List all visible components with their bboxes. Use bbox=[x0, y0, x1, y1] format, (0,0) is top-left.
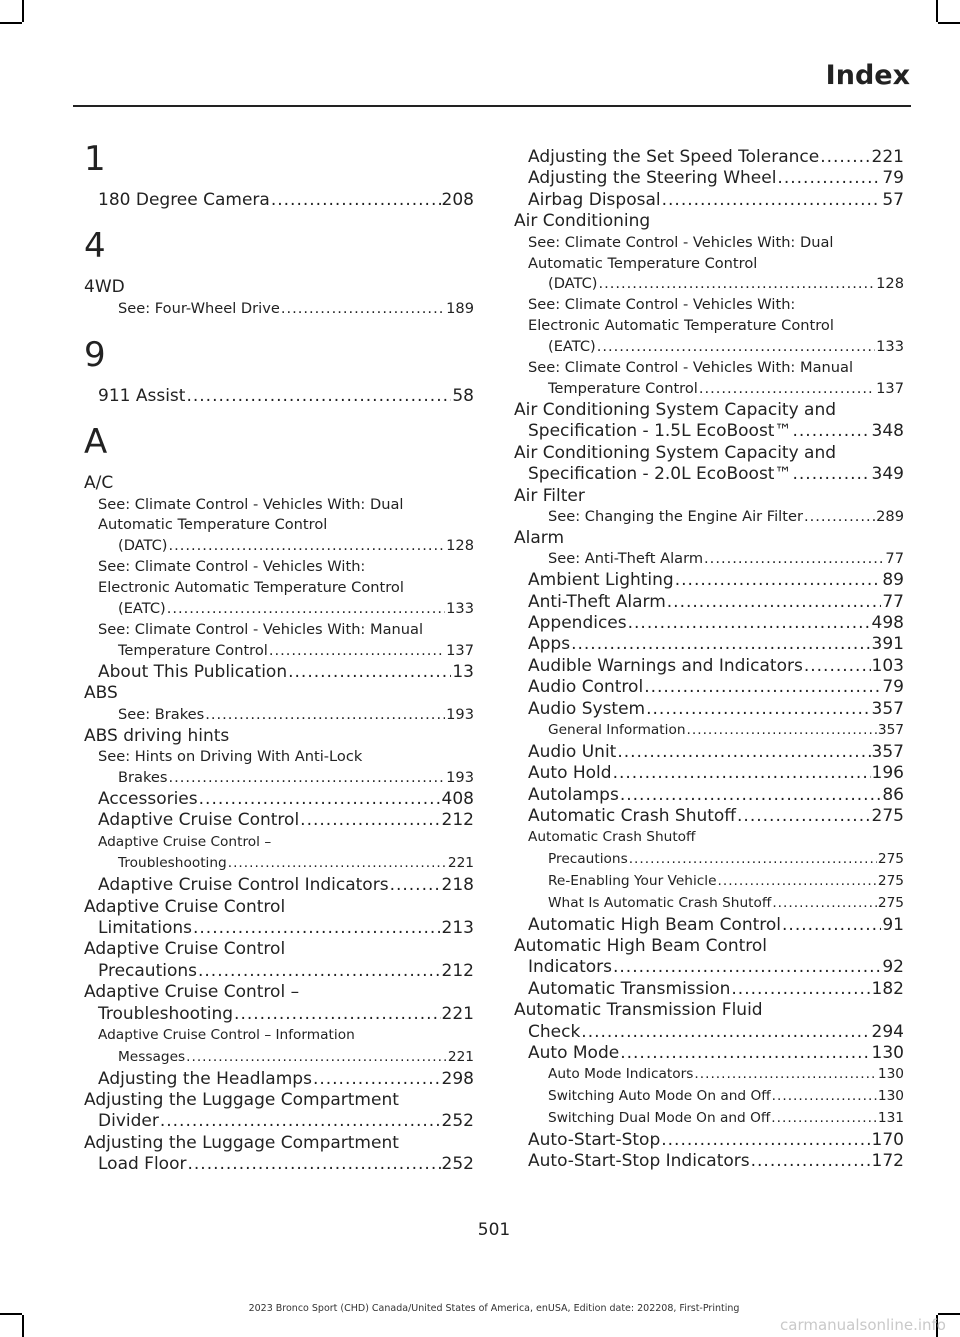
dot-leader bbox=[731, 979, 870, 1000]
page-ref: 348 bbox=[871, 421, 904, 442]
entry-text: Re-Enabling Your Vehicle bbox=[548, 872, 717, 889]
entry-text: Automatic Temperature Control bbox=[528, 254, 758, 272]
dot-leader bbox=[597, 337, 875, 358]
entry-text: Automatic Temperature Control bbox=[98, 516, 328, 534]
page-ref: 133 bbox=[446, 600, 474, 618]
dot-leader bbox=[644, 677, 881, 698]
index-entry bbox=[514, 656, 904, 677]
index-letter-heading: 4 bbox=[84, 226, 106, 267]
index-entry bbox=[84, 386, 474, 407]
entry-text: General Information bbox=[548, 721, 686, 738]
page-ref: 221 bbox=[447, 855, 474, 872]
entry-text: Temperature Control bbox=[118, 641, 268, 659]
entry-text: Automatic High Beam Control bbox=[514, 935, 768, 956]
entry-text: See: Climate Control - Vehicles With: Manual bbox=[98, 620, 424, 638]
entry-text: Adjusting the Set Speed Tolerance bbox=[528, 147, 820, 167]
entry-text: ABS bbox=[84, 683, 118, 704]
page-ref: 89 bbox=[882, 570, 904, 591]
page-ref: 391 bbox=[871, 634, 904, 655]
dot-leader bbox=[675, 570, 882, 591]
entry-text: What Is Automatic Crash Shutoff bbox=[548, 894, 772, 911]
index-entry bbox=[514, 443, 904, 486]
dot-leader bbox=[782, 915, 881, 936]
entry-text: 180 Degree Camera bbox=[98, 190, 270, 210]
dot-leader bbox=[186, 386, 451, 407]
dot-leader bbox=[687, 720, 877, 742]
header-rule bbox=[73, 105, 911, 107]
section-gap bbox=[84, 320, 474, 334]
index-column-right bbox=[514, 147, 904, 1173]
dot-leader bbox=[771, 1108, 877, 1130]
entry-text: See: Brakes bbox=[118, 705, 205, 723]
index-entry bbox=[514, 168, 904, 189]
index-subentry bbox=[84, 620, 474, 662]
entry-text: Automatic High Beam Control bbox=[528, 914, 782, 935]
entry-text: A/C bbox=[84, 473, 114, 494]
index-entry bbox=[514, 915, 904, 936]
entry-text: Electronic Automatic Temperature Control bbox=[528, 317, 834, 335]
entry-text: Anti-Theft Alarm bbox=[528, 591, 666, 612]
page-ref: 349 bbox=[871, 464, 904, 485]
page-ref: 208 bbox=[441, 190, 474, 210]
index-entry bbox=[514, 147, 904, 168]
entry-text: Specification - 1.5L EcoBoost™ bbox=[528, 421, 792, 442]
page-ref: 357 bbox=[871, 698, 904, 719]
dot-leader bbox=[617, 742, 870, 763]
entry-text: Appendices bbox=[528, 612, 627, 633]
crop-mark bbox=[22, 0, 24, 22]
entry-text: Check bbox=[528, 1021, 581, 1042]
entry-text: 4WD bbox=[84, 277, 125, 298]
dot-leader bbox=[628, 613, 871, 634]
index-subentry bbox=[514, 1086, 904, 1108]
dot-leader bbox=[792, 464, 870, 485]
page-ref: 131 bbox=[877, 1110, 904, 1127]
index-entry bbox=[514, 190, 904, 211]
page-ref: 196 bbox=[871, 763, 904, 784]
entry-text: Adjusting the Steering Wheel bbox=[528, 168, 777, 189]
dot-leader bbox=[228, 853, 447, 875]
dot-leader bbox=[751, 1151, 871, 1172]
page-ref: 13 bbox=[452, 661, 474, 682]
entry-text: Temperature Control bbox=[548, 379, 698, 397]
crop-mark bbox=[0, 22, 22, 24]
entry-text: Air Filter bbox=[514, 485, 585, 506]
dot-leader bbox=[205, 705, 445, 726]
dot-leader bbox=[313, 1069, 441, 1090]
index-entry bbox=[514, 936, 904, 979]
entry-text: Adaptive Cruise Control bbox=[98, 810, 300, 831]
entry-text: See: Anti-Theft Alarm bbox=[548, 550, 704, 568]
page-number: 501 bbox=[477, 1220, 511, 1240]
entry-text: Adjusting the Headlamps bbox=[98, 1068, 312, 1089]
index-subentry bbox=[84, 1025, 474, 1069]
entry-text: Messages bbox=[118, 1048, 186, 1065]
page-ref: 212 bbox=[441, 810, 474, 831]
dot-leader bbox=[581, 1022, 870, 1043]
page-ref: 498 bbox=[871, 612, 904, 633]
entry-text: Limitations bbox=[98, 917, 192, 938]
page-ref: 92 bbox=[882, 957, 904, 978]
page-ref: 189 bbox=[446, 299, 474, 317]
index-entry bbox=[84, 939, 474, 982]
entry-text: See: Hints on Driving With Anti-Lock bbox=[98, 747, 363, 765]
entry-text: See: Climate Control - Vehicles With: bbox=[528, 296, 796, 314]
index-entry bbox=[84, 190, 474, 211]
page-ref: 86 bbox=[882, 784, 904, 805]
entry-text: Electronic Automatic Temperature Control bbox=[98, 579, 404, 597]
page-ref: 252 bbox=[441, 1154, 474, 1175]
index-subentry bbox=[514, 233, 904, 296]
page-ref: 221 bbox=[447, 1048, 474, 1065]
index-entry bbox=[84, 789, 474, 810]
dot-leader bbox=[662, 190, 882, 211]
entry-text: Autolamps bbox=[528, 784, 619, 805]
index-column-left bbox=[84, 138, 474, 1176]
watermark: carmanualsonline.info bbox=[780, 1316, 946, 1334]
index-entry bbox=[514, 785, 904, 806]
dot-leader bbox=[160, 1111, 441, 1132]
index-subentry bbox=[84, 705, 474, 726]
page-ref: 57 bbox=[882, 189, 904, 210]
index-entry bbox=[514, 1130, 904, 1151]
dot-leader bbox=[187, 1154, 440, 1175]
dot-leader bbox=[792, 421, 870, 442]
index-subentry bbox=[514, 720, 904, 742]
entry-text: (DATC) bbox=[548, 275, 598, 293]
page-ref: 77 bbox=[882, 591, 904, 612]
entry-text: Air Conditioning System Capacity and bbox=[514, 442, 837, 463]
entry-text: Divider bbox=[98, 1111, 159, 1132]
entry-text: (EATC) bbox=[548, 338, 596, 356]
dot-leader bbox=[661, 1130, 870, 1151]
page-ref: 79 bbox=[882, 168, 904, 189]
page-ref: 137 bbox=[876, 379, 904, 397]
index-subentry bbox=[84, 747, 474, 789]
page-ref: 408 bbox=[441, 788, 474, 809]
index-entry bbox=[84, 473, 474, 494]
dot-leader bbox=[694, 1064, 876, 1086]
page-ref: 252 bbox=[441, 1111, 474, 1132]
dot-leader bbox=[234, 1004, 441, 1025]
entry-text: Troubleshooting bbox=[98, 1003, 234, 1024]
page-ref: 275 bbox=[871, 805, 904, 826]
index-subentry bbox=[514, 358, 904, 400]
page-ref: 91 bbox=[882, 914, 904, 935]
page-ref: 213 bbox=[441, 917, 474, 938]
index-subentry bbox=[514, 507, 904, 528]
entry-text: Adjusting the Luggage Compartment bbox=[84, 1089, 399, 1110]
entry-text: Adaptive Cruise Control Indicators bbox=[98, 875, 389, 896]
page-ref: 218 bbox=[441, 875, 474, 896]
entry-text: Ambient Lighting bbox=[528, 570, 674, 591]
entry-text: Adjusting the Luggage Compartment bbox=[84, 1132, 399, 1153]
page-ref: 193 bbox=[446, 768, 474, 786]
index-entry bbox=[84, 1090, 474, 1133]
dot-leader bbox=[772, 893, 877, 915]
index-subentry bbox=[514, 295, 904, 358]
index-subentry bbox=[84, 495, 474, 558]
page-ref: 221 bbox=[871, 147, 904, 167]
index-subentry bbox=[84, 557, 474, 620]
index-entry bbox=[84, 897, 474, 940]
index-entry bbox=[514, 486, 904, 507]
dot-leader bbox=[804, 507, 875, 528]
index-entry bbox=[514, 1000, 904, 1043]
entry-text: Adaptive Cruise Control – bbox=[84, 982, 300, 1003]
page-ref: 128 bbox=[876, 275, 904, 293]
page-ref: 133 bbox=[876, 338, 904, 356]
entry-text: See: Changing the Engine Air Filter bbox=[548, 507, 803, 525]
page-ref: 294 bbox=[871, 1021, 904, 1042]
index-entry bbox=[84, 726, 474, 747]
dot-leader bbox=[271, 190, 441, 211]
entry-text: ABS driving hints bbox=[84, 725, 230, 746]
entry-text: Brakes bbox=[118, 768, 168, 786]
entry-text: See: Four-Wheel Drive bbox=[118, 299, 280, 317]
dot-leader bbox=[300, 810, 440, 831]
entry-text: Indicators bbox=[528, 957, 612, 978]
entry-text: Automatic Crash Shutoff bbox=[528, 805, 737, 826]
entry-text: See: Climate Control - Vehicles With: Dual bbox=[528, 233, 834, 251]
index-entry bbox=[514, 742, 904, 763]
index-entry bbox=[84, 810, 474, 831]
index-entry bbox=[514, 211, 904, 232]
dot-leader bbox=[167, 599, 445, 620]
page-ref: 79 bbox=[882, 677, 904, 698]
index-entry bbox=[514, 806, 904, 827]
index-entry bbox=[514, 677, 904, 698]
index-entry bbox=[84, 1133, 474, 1176]
entry-text: 911 Assist bbox=[98, 385, 186, 406]
dot-leader bbox=[718, 871, 877, 893]
entry-text: Adaptive Cruise Control – bbox=[98, 833, 272, 850]
page-ref: 221 bbox=[441, 1003, 474, 1024]
entry-text: Auto-Start-Stop bbox=[528, 1129, 661, 1150]
page-ref: 275 bbox=[877, 851, 904, 868]
entry-text: Switching Dual Mode On and Off bbox=[548, 1110, 771, 1127]
page-ref: 172 bbox=[871, 1151, 904, 1172]
index-subentry bbox=[514, 893, 904, 915]
page-ref: 298 bbox=[441, 1068, 474, 1089]
dot-leader bbox=[193, 918, 441, 939]
page-ref: 182 bbox=[871, 978, 904, 999]
page-ref: 275 bbox=[877, 872, 904, 889]
dot-leader bbox=[620, 785, 882, 806]
index-entry bbox=[514, 699, 904, 720]
entry-text: Air Conditioning bbox=[514, 211, 651, 232]
entry-text: Auto Hold bbox=[528, 763, 612, 784]
dot-leader bbox=[288, 662, 451, 683]
dot-leader bbox=[390, 875, 441, 896]
index-entry bbox=[514, 1151, 904, 1172]
entry-text: Apps bbox=[528, 634, 571, 655]
entry-text: About This Publication bbox=[98, 661, 288, 682]
index-letter-heading: 1 bbox=[84, 139, 106, 179]
dot-leader bbox=[199, 789, 441, 810]
dot-leader bbox=[777, 168, 881, 189]
dot-leader bbox=[613, 763, 871, 784]
entry-text: Precautions bbox=[548, 851, 628, 868]
page-ref: 130 bbox=[877, 1088, 904, 1105]
page-ref: 357 bbox=[877, 721, 904, 738]
index-entry bbox=[84, 683, 474, 704]
dot-leader bbox=[598, 274, 875, 295]
dot-leader bbox=[613, 957, 881, 978]
index-subentry bbox=[84, 832, 474, 876]
entry-text: Automatic Transmission Fluid bbox=[514, 1000, 763, 1021]
page-ref: 130 bbox=[871, 1043, 904, 1064]
crop-mark bbox=[938, 22, 960, 24]
entry-text: See: Climate Control - Vehicles With: bbox=[98, 558, 366, 576]
index-entry bbox=[514, 634, 904, 655]
index-entry bbox=[514, 570, 904, 591]
page-ref: 212 bbox=[441, 960, 474, 981]
entry-text: Audio System bbox=[528, 698, 646, 719]
index-subentry bbox=[514, 827, 904, 871]
dot-leader bbox=[620, 1043, 870, 1064]
entry-text: Auto Mode bbox=[528, 1043, 620, 1064]
index-subentry bbox=[514, 1108, 904, 1130]
entry-text: Specification - 2.0L EcoBoost™ bbox=[528, 464, 792, 485]
entry-text: Air Conditioning System Capacity and bbox=[514, 399, 837, 420]
index-entry bbox=[514, 592, 904, 613]
index-entry bbox=[514, 528, 904, 549]
page-title: Index bbox=[825, 60, 910, 91]
dot-leader bbox=[804, 656, 871, 677]
dot-leader bbox=[571, 634, 870, 655]
dot-leader bbox=[168, 768, 445, 789]
index-subentry bbox=[514, 549, 904, 570]
entry-text: Accessories bbox=[98, 788, 198, 809]
dot-leader bbox=[168, 536, 445, 557]
entry-text: Troubleshooting bbox=[118, 855, 227, 872]
index-entry bbox=[84, 1069, 474, 1090]
index-subentry bbox=[84, 299, 474, 320]
entry-text: Audio Unit bbox=[528, 741, 617, 762]
index-letter-heading: 9 bbox=[84, 334, 106, 375]
edition-footer: 2023 Bronco Sport (CHD) Canada/United States of America, enUSA, Edition date: 202208, First-Printing bbox=[248, 1303, 740, 1314]
page-ref: 193 bbox=[446, 705, 474, 723]
page-ref: 289 bbox=[876, 507, 904, 525]
page-ref: 103 bbox=[871, 655, 904, 676]
page-ref: 77 bbox=[885, 550, 904, 568]
entry-text: (EATC) bbox=[118, 600, 166, 618]
crop-mark bbox=[936, 0, 938, 22]
entry-text: Auto Mode Indicators bbox=[548, 1066, 694, 1083]
entry-text: Load Floor bbox=[98, 1154, 187, 1175]
entry-text: See: Climate Control - Vehicles With: Dual bbox=[98, 495, 404, 513]
dot-leader bbox=[198, 961, 441, 982]
index-entry bbox=[84, 875, 474, 896]
entry-text: See: Climate Control - Vehicles With: Manual bbox=[528, 359, 854, 377]
index-letter-heading: A bbox=[84, 422, 108, 463]
dot-leader bbox=[667, 592, 882, 613]
entry-text: Alarm bbox=[514, 527, 565, 548]
index-entry bbox=[514, 1043, 904, 1064]
entry-text: Automatic Crash Shutoff bbox=[528, 829, 696, 846]
index-entry bbox=[84, 982, 474, 1025]
index-subentry bbox=[514, 871, 904, 893]
dot-leader bbox=[186, 1047, 447, 1069]
dot-leader bbox=[772, 1086, 877, 1108]
index-entry bbox=[514, 979, 904, 1000]
index-entry bbox=[514, 763, 904, 784]
entry-text: Auto-Start-Stop Indicators bbox=[528, 1151, 750, 1172]
entry-text: Automatic Transmission bbox=[528, 978, 731, 999]
entry-text: Audible Warnings and Indicators bbox=[528, 655, 803, 676]
entry-text: Audio Control bbox=[528, 677, 644, 698]
index-entry bbox=[514, 400, 904, 443]
index-entry bbox=[84, 662, 474, 683]
dot-leader bbox=[699, 379, 875, 400]
section-gap bbox=[84, 211, 474, 225]
page-ref: 357 bbox=[871, 741, 904, 762]
dot-leader bbox=[269, 641, 445, 662]
page-ref: 170 bbox=[871, 1129, 904, 1150]
entry-text: Adaptive Cruise Control bbox=[84, 896, 286, 917]
entry-text: Switching Auto Mode On and Off bbox=[548, 1088, 771, 1105]
page-ref: 275 bbox=[877, 894, 904, 911]
index-subentry bbox=[514, 1064, 904, 1086]
index-entry bbox=[514, 613, 904, 634]
entry-text: Precautions bbox=[98, 960, 197, 981]
entry-text: Adaptive Cruise Control – Information bbox=[98, 1026, 355, 1043]
dot-leader bbox=[281, 299, 445, 320]
crop-mark bbox=[22, 1315, 24, 1337]
entry-text: Adaptive Cruise Control bbox=[84, 939, 286, 960]
dot-leader bbox=[737, 806, 871, 827]
entry-text: (DATC) bbox=[118, 537, 168, 555]
page-ref: 130 bbox=[877, 1066, 904, 1083]
entry-text: Airbag Disposal bbox=[528, 189, 661, 210]
page-ref: 58 bbox=[452, 385, 474, 406]
dot-leader bbox=[820, 147, 870, 168]
dot-leader bbox=[704, 549, 884, 570]
dot-leader bbox=[646, 699, 870, 720]
dot-leader bbox=[629, 849, 877, 871]
index-entry bbox=[84, 277, 474, 298]
page-ref: 137 bbox=[446, 641, 474, 659]
section-gap bbox=[84, 407, 474, 421]
page-ref: 128 bbox=[446, 537, 474, 555]
